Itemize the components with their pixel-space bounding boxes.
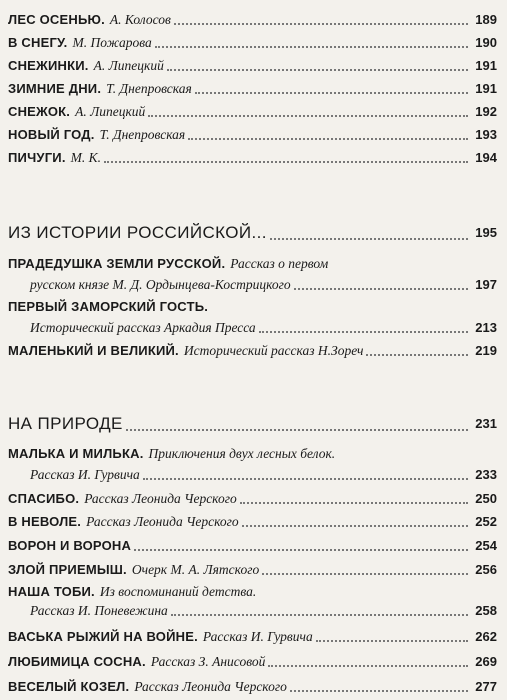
toc-entry bbox=[8, 12, 497, 28]
section-heading bbox=[8, 413, 497, 435]
toc-entry bbox=[8, 343, 497, 359]
dot-leader bbox=[167, 69, 468, 71]
entry-title: В СНЕГУ. bbox=[8, 35, 68, 50]
page-number: 250 bbox=[475, 491, 497, 506]
toc-entry bbox=[8, 538, 497, 554]
page-number: 252 bbox=[475, 514, 497, 529]
entry-description: Рассказ И. Поневежина bbox=[30, 603, 168, 618]
toc-entry bbox=[8, 35, 497, 51]
entry-title: ВЕСЕЛЫЙ КОЗЕЛ. bbox=[8, 679, 130, 694]
toc-entry bbox=[8, 58, 497, 74]
entry-description: Рассказ И. Гурвича bbox=[202, 629, 313, 644]
dot-leader bbox=[262, 573, 468, 575]
toc-entry bbox=[8, 584, 497, 619]
dot-leader bbox=[268, 665, 468, 667]
page-number: 269 bbox=[475, 654, 497, 669]
entry-description: Исторический рассказ Аркадия Пресса bbox=[30, 320, 256, 335]
dot-leader bbox=[294, 288, 468, 290]
entry-title: СПАСИБО. bbox=[8, 491, 80, 506]
entry-description: Исторический рассказ Н.Зореч bbox=[183, 343, 364, 358]
page-number: 256 bbox=[475, 562, 497, 577]
page-number: 193 bbox=[475, 127, 497, 142]
page-number: 191 bbox=[475, 81, 497, 96]
entry-description: Рассказ И. Гурвича bbox=[30, 467, 140, 482]
entry-author: А. Липецкий bbox=[75, 104, 146, 119]
dot-leader bbox=[171, 614, 468, 616]
entry-title: ВАСЬКА РЫЖИЙ НА ВОЙНЕ. bbox=[8, 629, 198, 644]
entry-title: СНЕЖОК. bbox=[8, 104, 71, 119]
dot-leader bbox=[148, 115, 468, 117]
entry-description: Очерк М. А. Лятского bbox=[131, 562, 260, 577]
dot-leader bbox=[126, 429, 468, 431]
toc-entry bbox=[8, 629, 497, 645]
entry-title: ЗЛОЙ ПРИЕМЫШ. bbox=[8, 562, 127, 577]
page-number: 233 bbox=[475, 467, 497, 482]
toc-entry bbox=[8, 679, 497, 695]
dot-leader bbox=[242, 525, 468, 527]
dot-leader bbox=[195, 92, 468, 94]
toc-entry bbox=[8, 491, 497, 507]
entry-title: В НЕВОЛЕ. bbox=[8, 514, 82, 529]
dot-leader bbox=[104, 161, 468, 163]
toc-entry bbox=[8, 81, 497, 97]
toc-entry bbox=[8, 562, 497, 578]
entry-title: МАЛЬКА И МИЛЬКА. bbox=[8, 446, 144, 461]
page-number: 262 bbox=[475, 629, 497, 644]
entry-description: Приключения двух лесных белок. bbox=[148, 446, 336, 461]
dot-leader bbox=[316, 640, 468, 642]
page-number: 190 bbox=[475, 35, 497, 50]
dot-leader bbox=[134, 549, 468, 551]
entry-author: А. Липецкий bbox=[93, 58, 164, 73]
entry-description: Из воспоминаний детства. bbox=[99, 584, 257, 599]
page-number: 197 bbox=[475, 277, 497, 292]
page-number: 191 bbox=[475, 58, 497, 73]
toc-entry bbox=[8, 514, 497, 530]
entry-description: Рассказ Леонида Черского bbox=[134, 679, 287, 694]
toc-entry bbox=[8, 654, 497, 670]
toc-entry bbox=[8, 150, 497, 166]
toc-entry bbox=[8, 446, 497, 483]
page-number: 192 bbox=[475, 104, 497, 119]
dot-leader bbox=[290, 690, 468, 692]
entry-title: МАЛЕНЬКИЙ И ВЕЛИКИЙ. bbox=[8, 343, 179, 358]
entry-title: ПЕРВЫЙ ЗАМОРСКИЙ ГОСТЬ. bbox=[8, 299, 209, 314]
dot-leader bbox=[174, 23, 468, 25]
entry-description: Рассказ Леонида Черского bbox=[84, 491, 237, 506]
page-number: 258 bbox=[475, 603, 497, 618]
entry-title: ПИЧУГИ. bbox=[8, 150, 66, 165]
section-title: НА ПРИРОДЕ bbox=[8, 414, 123, 433]
page-number: 219 bbox=[475, 343, 497, 358]
entry-title: ЛЕС ОСЕНЬЮ. bbox=[8, 12, 105, 27]
entry-description: Рассказ З. Анисовой bbox=[150, 654, 266, 669]
entry-description: Рассказ о первом bbox=[230, 256, 329, 271]
entry-author: Т. Днепровская bbox=[99, 127, 186, 142]
dot-leader bbox=[366, 354, 468, 356]
dot-leader bbox=[143, 478, 468, 480]
entry-title: СНЕЖИНКИ. bbox=[8, 58, 89, 73]
toc-entry bbox=[8, 104, 497, 120]
page-number: 277 bbox=[475, 679, 497, 694]
entry-author: А. Колосов bbox=[109, 12, 171, 27]
entry-title: НАША ТОБИ. bbox=[8, 584, 95, 599]
entry-author: М. Пожарова bbox=[72, 35, 152, 50]
section-heading bbox=[8, 222, 497, 244]
dot-leader bbox=[155, 46, 468, 48]
page-number: 194 bbox=[475, 150, 497, 165]
dot-leader bbox=[259, 331, 468, 333]
dot-leader bbox=[270, 238, 468, 240]
dot-leader bbox=[240, 502, 468, 504]
page-number: 231 bbox=[475, 416, 497, 431]
page-number: 213 bbox=[475, 320, 497, 335]
entry-author: Т. Днепровская bbox=[106, 81, 192, 96]
entry-author: М. К. bbox=[70, 150, 101, 165]
entry-title: ЗИМНИЕ ДНИ. bbox=[8, 81, 102, 96]
entry-title: ВОРОН И ВОРОНА bbox=[8, 538, 132, 553]
toc-entry bbox=[8, 127, 497, 143]
entry-title: ЛЮБИМИЦА СОСНА. bbox=[8, 654, 146, 669]
entry-title: ПРАДЕДУШКА ЗЕМЛИ РУССКОЙ. bbox=[8, 256, 226, 271]
section-title: ИЗ ИСТОРИИ РОССИЙСКОЙ... bbox=[8, 223, 267, 242]
entry-description: русском князе М. Д. Ордынцева-Кострицкого bbox=[30, 277, 291, 292]
page-number: 254 bbox=[475, 538, 497, 553]
page-number: 195 bbox=[475, 225, 497, 240]
toc-entry bbox=[8, 299, 497, 336]
dot-leader bbox=[188, 138, 468, 140]
toc-entry bbox=[8, 256, 497, 293]
entry-title: НОВЫЙ ГОД. bbox=[8, 127, 95, 142]
page-number: 189 bbox=[475, 12, 497, 27]
entry-description: Рассказ Леонида Черского bbox=[86, 514, 239, 529]
